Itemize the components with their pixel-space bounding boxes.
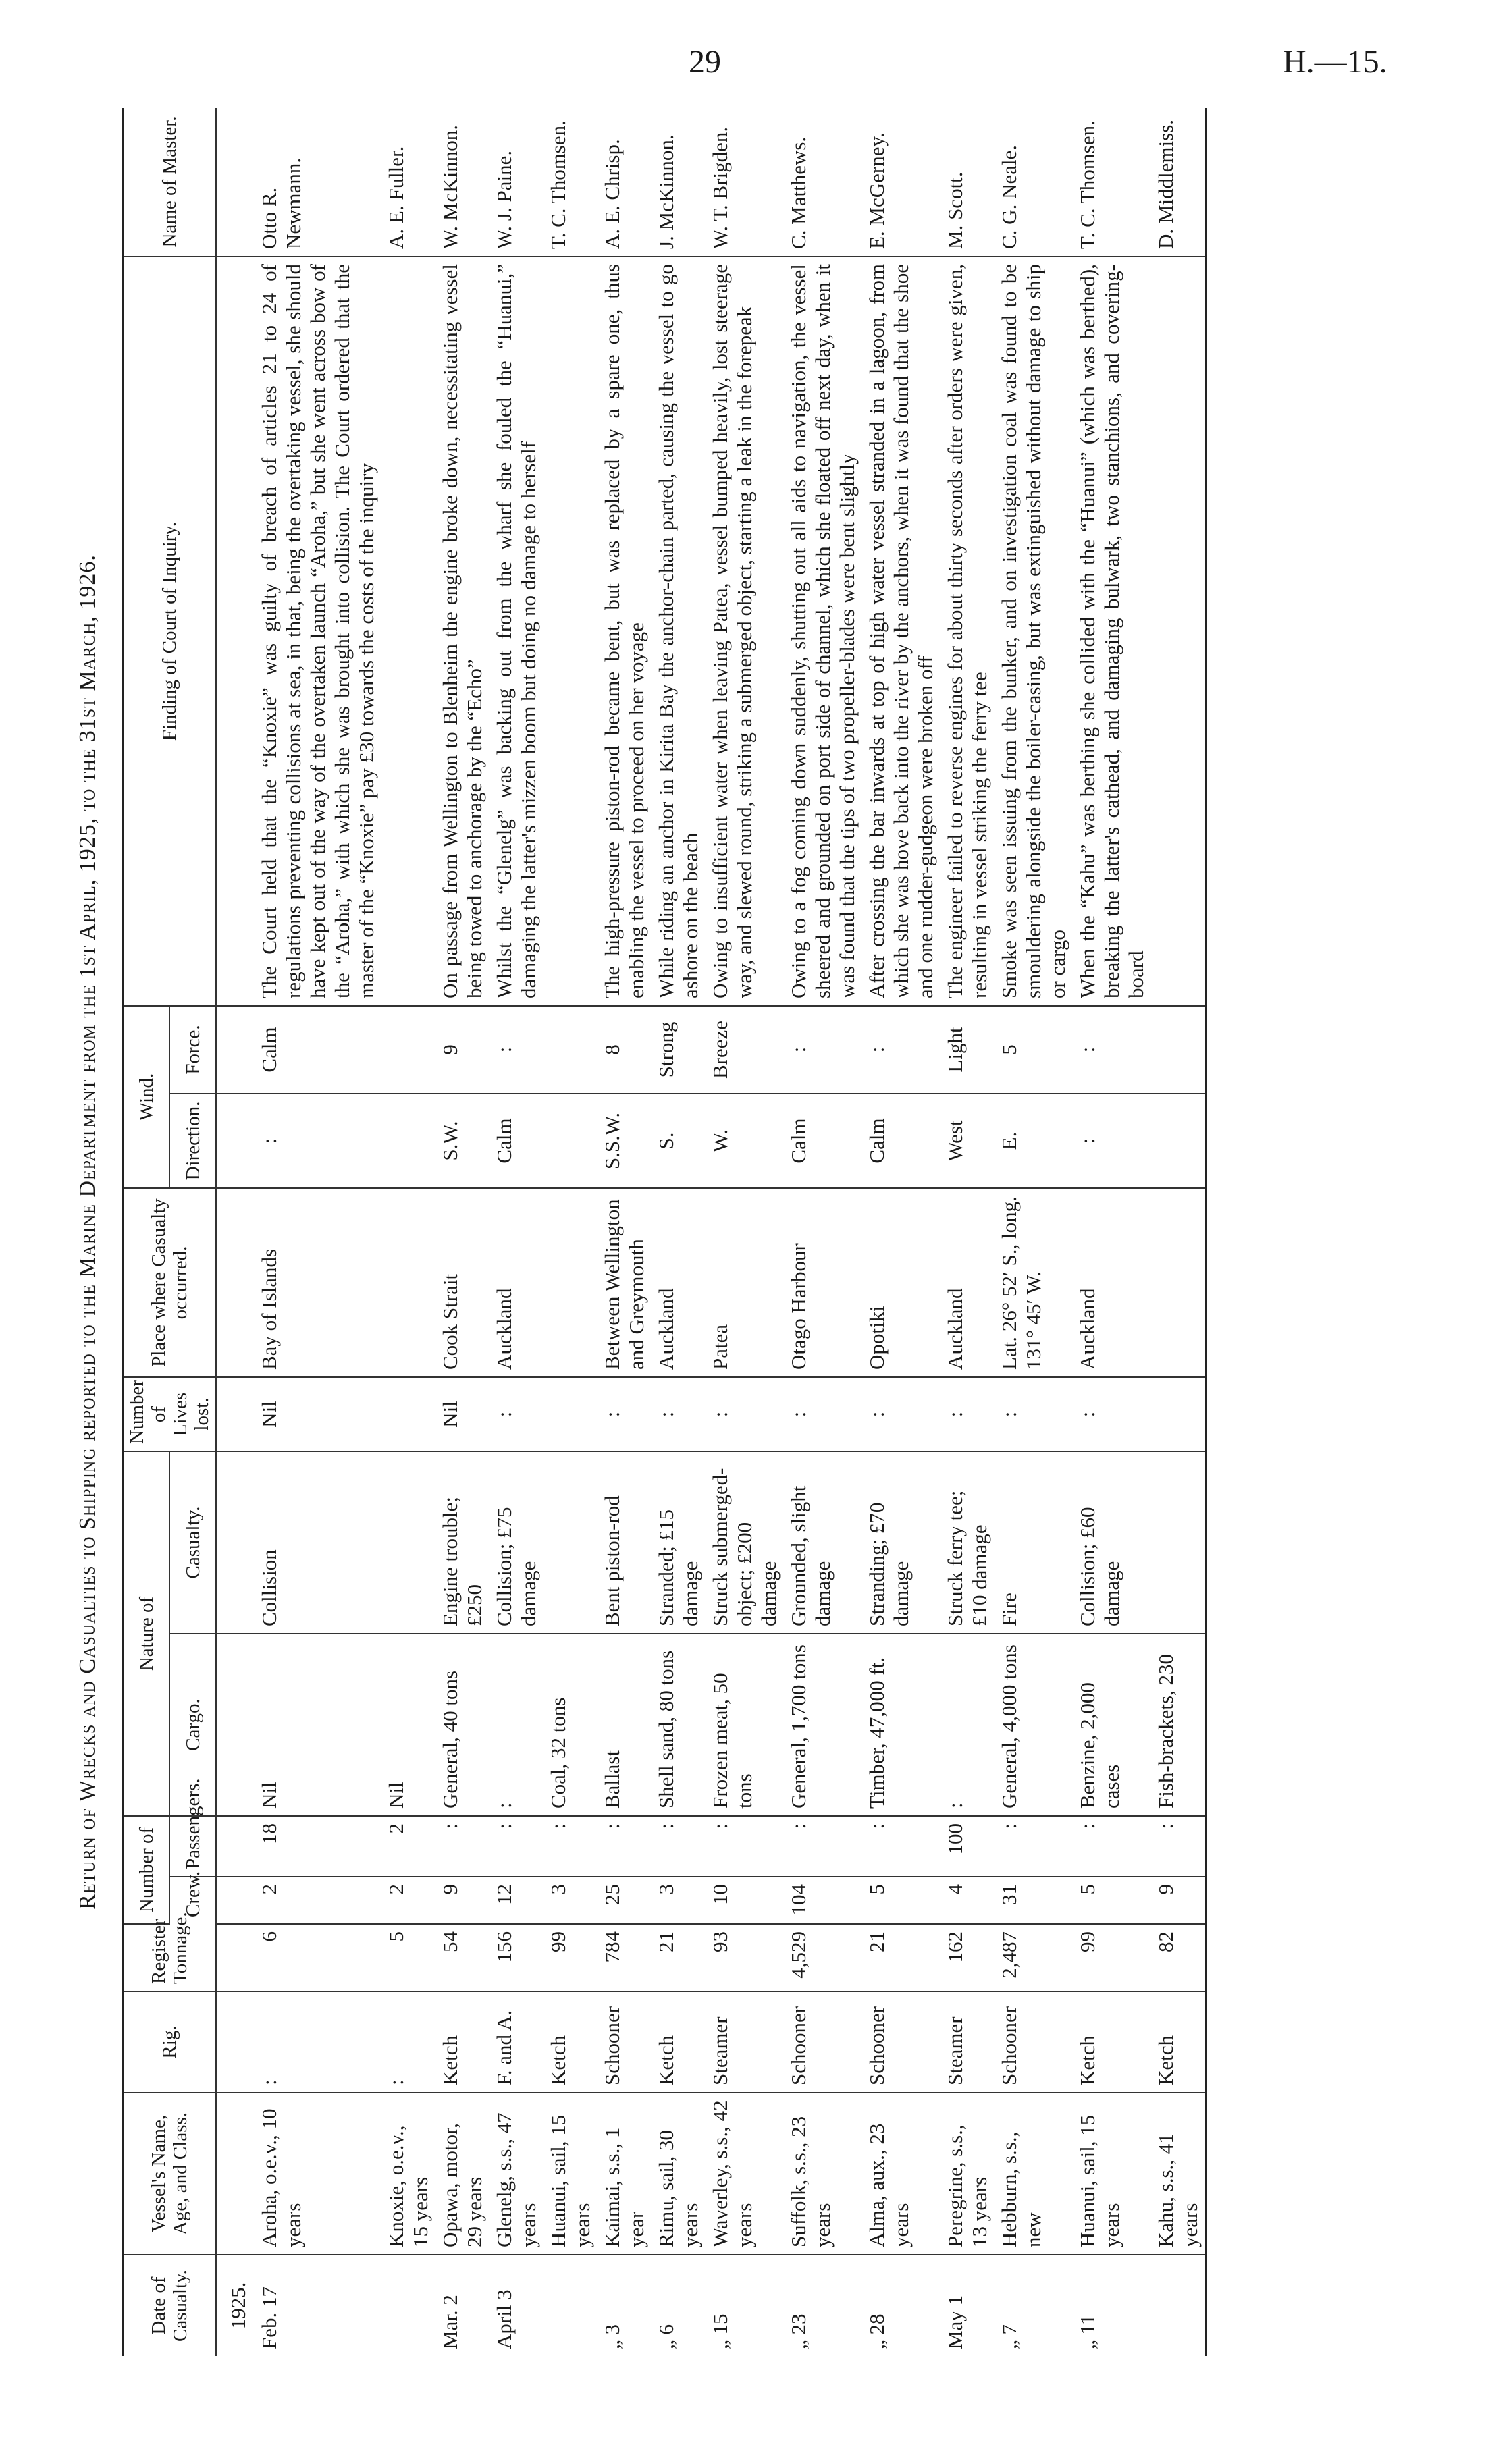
cell-date: „ 28 xyxy=(865,2313,889,2349)
cell-casualty: Collision; £60 damage xyxy=(1073,1451,1151,1634)
cell-date xyxy=(1151,2255,1207,2356)
rotated-return-table xyxy=(61,108,1357,2356)
cell-passengers: 100 xyxy=(941,1816,995,1877)
cell-place: Auckland xyxy=(652,1188,706,1377)
col-header-date: Date of Casualty. xyxy=(123,2255,217,2356)
cell-lives-lost: : xyxy=(652,1377,706,1451)
cell-cargo: Nil xyxy=(255,1634,381,1816)
cell-date: „ 6 xyxy=(654,2324,678,2349)
cell-place xyxy=(1151,1188,1207,1377)
cell-finding: Owing to insufficient water when leaving Patea, vessel bumped heavily, lost steerage way, and slewed round, striking a submerged object, starting a leak in the forepeak xyxy=(706,257,784,1006)
cell-place: Bay of Islands xyxy=(255,1188,381,1377)
cell-vessel: Rimu, sail, 30 years xyxy=(652,2093,706,2255)
cell-cargo: Frozen meat, 50 tons xyxy=(706,1634,784,1816)
cell-vessel: Hebburn, s.s., new xyxy=(995,2093,1073,2255)
cell-cargo: : xyxy=(941,1634,995,1816)
cell-crew: 31 xyxy=(995,1877,1073,1924)
cell-casualty xyxy=(1151,1451,1207,1634)
cell-finding: The engineer failed to reverse engines for about thirty seconds after orders were given, resulting in vessel striking the ferry tee xyxy=(941,257,995,1006)
cell-rig: F. and A. xyxy=(490,1991,544,2093)
cell-finding: After crossing the bar inwards at top of high water vessel stranded in a lagoon, from which she was hove back into the river by the anchors, when it was found that the shoe and one rudder-gudgeon were broken off xyxy=(862,257,941,1006)
cell-date: „ 23 xyxy=(787,2313,810,2349)
cell-place: Auckland xyxy=(941,1188,995,1377)
cell-passengers: : xyxy=(784,1816,862,1877)
col-header-crew: Crew. xyxy=(169,1877,216,1924)
cell-crew: 9 xyxy=(435,1877,490,1924)
col-header-casualty: Casualty. xyxy=(169,1451,216,1634)
table-row xyxy=(381,108,435,2356)
cell-vessel: Glenelg, s.s., 47 years xyxy=(490,2093,544,2255)
cell-finding xyxy=(381,257,435,1006)
table-row xyxy=(652,108,706,2356)
cell-lives-lost: : xyxy=(995,1377,1073,1451)
table-row xyxy=(784,108,862,2356)
cell-vessel: Kaimai, s.s., 1 year xyxy=(598,2093,652,2255)
cell-lives-lost: : xyxy=(862,1377,941,1451)
cell-wind-direction: W. xyxy=(706,1094,784,1188)
cell-crew: 2 xyxy=(255,1877,381,1924)
cell-rig: Ketch xyxy=(1073,1991,1151,2093)
cell-master: W. T. Brigden. xyxy=(706,108,784,257)
table-row xyxy=(490,108,544,2356)
cell-tonnage: 54 xyxy=(435,1924,490,1991)
cell-wind-force: : xyxy=(862,1006,941,1094)
cell-place: Between Wellington and Greymouth xyxy=(598,1188,652,1377)
cell-vessel: Suffolk, s.s., 23 years xyxy=(784,2093,862,2255)
cell-lives-lost: Nil xyxy=(255,1377,381,1451)
table-row xyxy=(995,108,1073,2356)
cell-wind-force xyxy=(381,1006,435,1094)
cell-master: C. Matthews. xyxy=(784,108,862,257)
cell-cargo: Shell sand, 80 tons xyxy=(652,1634,706,1816)
cell-master: Otto R. Newmann. xyxy=(255,108,381,257)
cell-date: „ 11 xyxy=(1076,2314,1099,2349)
cell-place: Cook Strait xyxy=(435,1188,490,1377)
col-header-force: Force. xyxy=(169,1006,216,1094)
cell-master: J. McKinnon. xyxy=(652,108,706,257)
cell-place: Lat. 26° 52′ S., long. 131° 45′ W. xyxy=(995,1188,1073,1377)
cell-tonnage: 4,529 xyxy=(784,1924,862,1991)
cell-passengers: 18 xyxy=(255,1816,381,1877)
cell-master: W. McKinnon. xyxy=(435,108,490,257)
cell-rig: Ketch xyxy=(652,1991,706,2093)
cell-wind-force xyxy=(1151,1006,1207,1094)
cell-wind-direction: S.S.W. xyxy=(598,1094,652,1188)
cell-tonnage: 784 xyxy=(598,1924,652,1991)
table-row xyxy=(1151,108,1207,2356)
cell-wind-direction xyxy=(544,1094,598,1188)
cell-crew: 12 xyxy=(490,1877,544,1924)
cell-wind-direction: Calm xyxy=(784,1094,862,1188)
col-header-rig: Rig. xyxy=(123,1991,217,2093)
col-header-number-of: Number of xyxy=(123,1816,170,1924)
cell-cargo: Nil xyxy=(381,1634,435,1816)
cell-place: Auckland xyxy=(1073,1188,1151,1377)
cell-vessel: Knoxie, o.e.v., 15 years xyxy=(381,2093,435,2255)
col-header-wind: Wind. xyxy=(123,1006,170,1188)
cell-vessel: Huanui, sail, 15 years xyxy=(1073,2093,1151,2255)
cell-wind-direction: Calm xyxy=(490,1094,544,1188)
cell-rig: : xyxy=(381,1991,435,2093)
cell-rig: Schooner xyxy=(995,1991,1073,2093)
cell-rig: Schooner xyxy=(862,1991,941,2093)
col-header-direction: Direction. xyxy=(169,1094,216,1188)
page-reference: H.—15. xyxy=(1283,44,1387,80)
cell-master: W. J. Paine. xyxy=(490,108,544,257)
cell-master: E. McGerney. xyxy=(862,108,941,257)
cell-lives-lost xyxy=(544,1377,598,1451)
col-header-nature-of: Nature of xyxy=(123,1451,170,1816)
cell-tonnage: 162 xyxy=(941,1924,995,1991)
cell-finding xyxy=(1151,257,1207,1006)
page-number: 29 xyxy=(689,44,721,80)
cell-passengers: : xyxy=(1073,1816,1151,1877)
cell-finding: On passage from Wellington to Blenheim the engine broke down, necessitating vessel being towed to anchorage by the “Echo” xyxy=(435,257,490,1006)
cell-master: D. Middlemiss. xyxy=(1151,108,1207,257)
table-row xyxy=(598,108,652,2356)
cell-passengers: : xyxy=(435,1816,490,1877)
cell-cargo: General, 40 tons xyxy=(435,1634,490,1816)
cell-wind-direction: Calm xyxy=(862,1094,941,1188)
cell-casualty: Stranding; £70 damage xyxy=(862,1451,941,1634)
table-title-part-2: 1st April, 1925, to the 31st March, 1926. xyxy=(75,554,100,978)
cell-master: T. C. Thomsen. xyxy=(1073,108,1151,257)
cell-wind-direction: S. xyxy=(652,1094,706,1188)
cell-tonnage: 6 xyxy=(255,1924,381,1991)
cell-rig: Schooner xyxy=(784,1991,862,2093)
col-header-passengers: Passengers. xyxy=(169,1816,216,1877)
cell-wind-force: Light xyxy=(941,1006,995,1094)
cell-crew: 3 xyxy=(544,1877,598,1924)
cell-finding: Smoke was seen issuing from the bunker, and on investigation coal was found to be smouldering alongside the boiler-casing, but was extinguished without damage to ship or cargo xyxy=(995,257,1073,1006)
cell-crew: 9 xyxy=(1151,1877,1207,1924)
cell-rig: Ketch xyxy=(435,1991,490,2093)
cell-casualty: Grounded, slight damage xyxy=(784,1451,862,1634)
cell-finding xyxy=(544,257,598,1006)
cell-date: „ 15 xyxy=(708,2313,732,2349)
cell-wind-force: Calm xyxy=(255,1006,381,1094)
col-header-place: Place where Casualty occurred. xyxy=(123,1188,217,1377)
cell-vessel: Opawa, motor, 29 years xyxy=(435,2093,490,2255)
cell-casualty: Fire xyxy=(995,1451,1073,1634)
cell-date: „ 3 xyxy=(600,2324,624,2349)
cell-cargo: Ballast xyxy=(598,1634,652,1816)
cell-place xyxy=(544,1188,598,1377)
cell-passengers: : xyxy=(652,1816,706,1877)
cell-vessel: Huanui, sail, 15 years xyxy=(544,2093,598,2255)
cell-casualty: Collision; £75 damage xyxy=(490,1451,544,1634)
cell-casualty: Stranded; £15 damage xyxy=(652,1451,706,1634)
table-body xyxy=(216,108,1207,2356)
cell-lives-lost: : xyxy=(784,1377,862,1451)
cell-passengers: : xyxy=(706,1816,784,1877)
cell-date xyxy=(381,2255,435,2356)
cell-rig: Ketch xyxy=(1151,1991,1207,2093)
cell-wind-force: Breeze xyxy=(706,1006,784,1094)
table-row xyxy=(941,108,995,2356)
year-row xyxy=(216,108,255,2356)
table-row xyxy=(706,108,784,2356)
table-row xyxy=(255,108,381,2356)
cell-finding: When the “Kahu” was berthing she collided with the “Huanui” (which was berthed), breaking the latter's cathead, and damaging bulwark, two stanchions, and covering-board xyxy=(1073,257,1151,1006)
cell-place: Otago Harbour xyxy=(784,1188,862,1377)
cell-finding: The Court held that the “Knoxie” was guilty of breach of articles 21 to 24 of regulations preventing collisions at sea, in that, being the overtaking vessel, she should have kept out of the way of the overtaken launch “Aroha,” but she went across bow of the “Aroha,” with which she was brought into collision. The Court ordered that the master of the “Knoxie” pay £30 towards the costs of the inquiry xyxy=(255,257,381,1006)
cell-wind-force: 5 xyxy=(995,1006,1073,1094)
cell-cargo: : xyxy=(490,1634,544,1816)
cell-tonnage: 93 xyxy=(706,1924,784,1991)
cell-tonnage: 99 xyxy=(544,1924,598,1991)
cell-casualty xyxy=(381,1451,435,1634)
cell-cargo: Benzine, 2,000 cases xyxy=(1073,1634,1151,1816)
cell-date: May 1 xyxy=(943,2295,967,2349)
cell-wind-force: : xyxy=(1073,1006,1151,1094)
cell-cargo: Coal, 32 tons xyxy=(544,1634,598,1816)
cell-wind-direction xyxy=(1151,1094,1207,1188)
cell-cargo: Timber, 47,000 ft. xyxy=(862,1634,941,1816)
cell-lives-lost xyxy=(1151,1377,1207,1451)
cell-rig: : xyxy=(255,1991,381,2093)
cell-passengers: : xyxy=(598,1816,652,1877)
table-row xyxy=(435,108,490,2356)
cell-tonnage: 2,487 xyxy=(995,1924,1073,1991)
cell-crew: 5 xyxy=(1073,1877,1151,1924)
year-label: 1925. xyxy=(226,2282,250,2330)
cell-lives-lost: : xyxy=(490,1377,544,1451)
cell-date: „ 7 xyxy=(997,2324,1021,2349)
cell-wind-force: Strong xyxy=(652,1006,706,1094)
cell-crew: 25 xyxy=(598,1877,652,1924)
cell-date: Feb. 17 xyxy=(257,2286,281,2349)
cell-tonnage: 156 xyxy=(490,1924,544,1991)
cell-master: C. G. Neale. xyxy=(995,108,1073,257)
cell-finding: Whilst the “Glenelg” was backing out from the wharf she fouled the “Huanui,” damaging the latter's mizzen boom but doing no damage to herself xyxy=(490,257,544,1006)
cell-place: Opotiki xyxy=(862,1188,941,1377)
cell-vessel: Kahu, s.s., 41 years xyxy=(1151,2093,1207,2255)
cell-crew: 104 xyxy=(784,1877,862,1924)
cell-vessel: Alma, aux., 23 years xyxy=(862,2093,941,2255)
cell-wind-force: : xyxy=(490,1006,544,1094)
cell-lives-lost: : xyxy=(1073,1377,1151,1451)
cell-place: Auckland xyxy=(490,1188,544,1377)
cell-passengers: 2 xyxy=(381,1816,435,1877)
cell-rig: Steamer xyxy=(706,1991,784,2093)
cell-master: T. C. Thomsen. xyxy=(544,108,598,257)
cell-wind-direction: E. xyxy=(995,1094,1073,1188)
cell-wind-force: : xyxy=(784,1006,862,1094)
cell-finding: The high-pressure piston-rod became bent, but was replaced by a spare one, thus enabling the vessel to proceed on her voyage xyxy=(598,257,652,1006)
cell-passengers: : xyxy=(544,1816,598,1877)
cell-lives-lost: : xyxy=(598,1377,652,1451)
cell-crew: 10 xyxy=(706,1877,784,1924)
table-title-part-1: Return of Wrecks and Casualties to Shipping reported to the Marine Department from the xyxy=(75,984,100,1910)
col-header-tonnage: Register Tonnage. xyxy=(123,1924,217,1991)
cell-place xyxy=(381,1188,435,1377)
cell-casualty xyxy=(544,1451,598,1634)
cell-date xyxy=(544,2255,598,2356)
col-header-master: Name of Master. xyxy=(123,108,217,257)
cell-crew: 2 xyxy=(381,1877,435,1924)
col-header-vessel: Vessel's Name, Age, and Class. xyxy=(123,2093,217,2255)
cell-finding: While riding an anchor in Kirita Bay the anchor-chain parted, causing the vessel to go ashore on the beach xyxy=(652,257,706,1006)
cell-vessel: Aroha, o.e.v., 10 years xyxy=(255,2093,381,2255)
table-row xyxy=(862,108,941,2356)
cell-master: A. E. Fuller. xyxy=(381,108,435,257)
cell-wind-force: 9 xyxy=(435,1006,490,1094)
cell-wind-direction xyxy=(381,1094,435,1188)
col-header-cargo: Cargo. xyxy=(169,1634,216,1816)
cell-tonnage: 21 xyxy=(652,1924,706,1991)
cell-master: M. Scott. xyxy=(941,108,995,257)
cell-place: Patea xyxy=(706,1188,784,1377)
cell-wind-direction: S.W. xyxy=(435,1094,490,1188)
cell-crew: 3 xyxy=(652,1877,706,1924)
cell-tonnage: 99 xyxy=(1073,1924,1151,1991)
cell-lives-lost: : xyxy=(941,1377,995,1451)
cell-rig: Schooner xyxy=(598,1991,652,2093)
cell-tonnage: 5 xyxy=(381,1924,435,1991)
cell-wind-direction: : xyxy=(1073,1094,1151,1188)
cell-rig: Steamer xyxy=(941,1991,995,2093)
cell-lives-lost: Nil xyxy=(435,1377,490,1451)
cell-wind-direction: : xyxy=(255,1094,381,1188)
cell-casualty: Bent piston-rod xyxy=(598,1451,652,1634)
cell-vessel: Waverley, s.s., 42 years xyxy=(706,2093,784,2255)
cell-tonnage: 21 xyxy=(862,1924,941,1991)
cell-cargo: General, 4,000 tons xyxy=(995,1634,1073,1816)
cell-crew: 4 xyxy=(941,1877,995,1924)
table-row xyxy=(544,108,598,2356)
table-row xyxy=(1073,108,1151,2356)
cell-casualty: Collision xyxy=(255,1451,381,1634)
cell-date: Mar. 2 xyxy=(438,2295,462,2349)
cell-passengers: : xyxy=(862,1816,941,1877)
cell-passengers: : xyxy=(490,1816,544,1877)
table-title xyxy=(61,108,122,2356)
cell-cargo: General, 1,700 tons xyxy=(784,1634,862,1816)
cell-casualty: Engine trouble; £250 xyxy=(435,1451,490,1634)
cell-cargo: Fish-brackets, 230 xyxy=(1151,1634,1207,1816)
cell-vessel: Peregrine, s.s., 13 years xyxy=(941,2093,995,2255)
cell-date: April 3 xyxy=(492,2289,516,2349)
cell-tonnage: 82 xyxy=(1151,1924,1207,1991)
col-header-finding: Finding of Court of Inquiry. xyxy=(123,257,217,1006)
col-header-lives-lost: Number of Lives lost. xyxy=(123,1377,217,1451)
cell-finding: Owing to a fog coming down suddenly, shutting out all aids to navigation, the vessel sheered and grounded on port side of channel, which she floated off next day, when it was found that the tips of two propeller-blades were bent slightly xyxy=(784,257,862,1006)
cell-casualty: Struck submerged-object; £200 damage xyxy=(706,1451,784,1634)
cell-lives-lost: : xyxy=(706,1377,784,1451)
cell-wind-direction: West xyxy=(941,1094,995,1188)
cell-wind-force xyxy=(544,1006,598,1094)
cell-wind-force: 8 xyxy=(598,1006,652,1094)
cell-crew: 5 xyxy=(862,1877,941,1924)
cell-rig: Ketch xyxy=(544,1991,598,2093)
cell-lives-lost xyxy=(381,1377,435,1451)
cell-casualty: Struck ferry tee; £10 damage xyxy=(941,1451,995,1634)
cell-passengers: : xyxy=(995,1816,1073,1877)
casualty-table xyxy=(122,108,1207,2356)
cell-master: A. E. Chrisp. xyxy=(598,108,652,257)
cell-passengers: : xyxy=(1151,1816,1207,1877)
